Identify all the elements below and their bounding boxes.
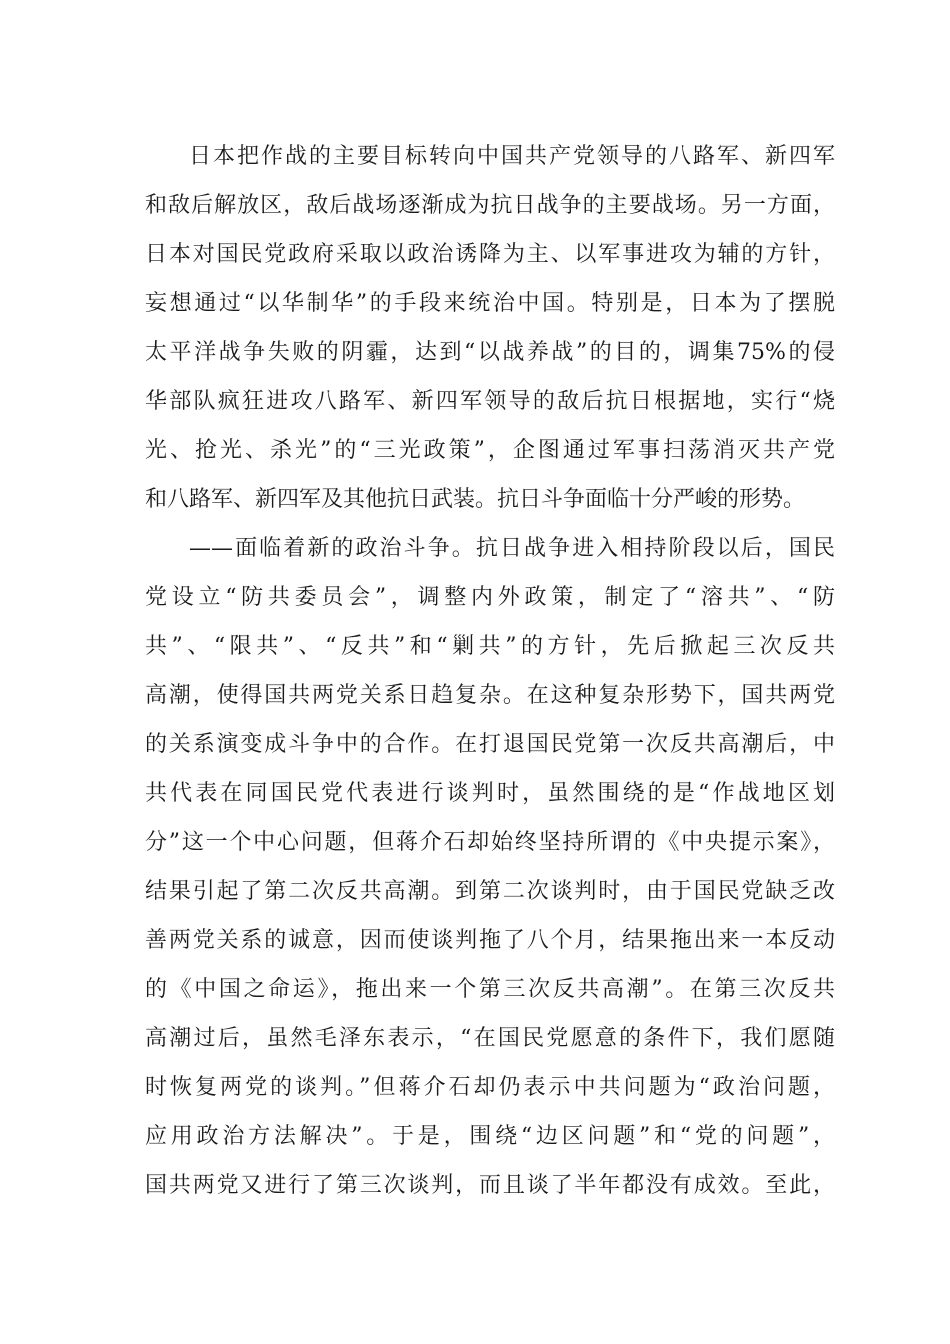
text-line: 应用政治方法解决”。于是，围绕“边区问题”和“党的问题”，: [145, 1124, 835, 1149]
text-line: 华部队疯狂进攻八路军、新四军领导的敌后抗日根据地，实行“烧: [145, 389, 835, 414]
text-line: 和八路军、新四军及其他抗日武装。抗日斗争面临十分严峻的形势。: [145, 487, 806, 512]
text-line: 时恢复两党的谈判。”但蒋介石却仍表示中共问题为“政治问题，: [145, 1075, 835, 1100]
text-line: 善两党关系的诚意，因而使谈判拖了八个月，结果拖出来一本反动: [145, 928, 835, 953]
text-line: 的《中国之命运》，拖出来一个第三次反共高潮”。在第三次反共: [145, 977, 835, 1002]
text-line: 和敌后解放区，敌后战场逐渐成为抗日战争的主要战场。另一方面，: [145, 193, 835, 218]
text-line: 光、抢光、杀光”的“三光政策”，企图通过军事扫荡消灭共产党: [145, 438, 835, 463]
text-line: 妄想通过“以华制华”的手段来统治中国。特别是，日本为了摆脱: [145, 291, 835, 316]
text-line: 结果引起了第二次反共高潮。到第二次谈判时，由于国民党缺乏改: [145, 879, 835, 904]
text-line: 国共两党又进行了第三次谈判，而且谈了半年都没有成效。至此，: [145, 1173, 835, 1198]
text-line: 太平洋战争失败的阴霾，达到“以战养战”的目的，调集75%的侵: [145, 340, 835, 365]
text-line: 党设立“防共委员会”，调整内外政策，制定了“溶共”、“防: [145, 585, 835, 610]
text-line: 共”、“限共”、“反共”和“剿共”的方针，先后掀起三次反共: [145, 634, 835, 659]
text-line: 高潮过后，虽然毛泽东表示，“在国民党愿意的条件下，我们愿随: [145, 1026, 835, 1051]
text-line: 日本对国民党政府采取以政治诱降为主、以军事进攻为辅的方针，: [145, 242, 835, 267]
text-line: 共代表在同国民党代表进行谈判时，虽然围绕的是“作战地区划: [145, 781, 835, 806]
text-line: 高潮，使得国共两党关系日趋复杂。在这种复杂形势下，国共两党: [145, 683, 835, 708]
text-line: ——面临着新的政治斗争。抗日战争进入相持阶段以后，国民: [189, 536, 835, 561]
body-text: [145, 132, 835, 1210]
text-line: 日本把作战的主要目标转向中国共产党领导的八路军、新四军: [189, 144, 835, 169]
text-line: 分”这一个中心问题，但蒋介石却始终坚持所谓的《中央提示案》，: [145, 830, 835, 855]
text-line: 的关系演变成斗争中的合作。在打退国民党第一次反共高潮后，中: [145, 732, 835, 757]
